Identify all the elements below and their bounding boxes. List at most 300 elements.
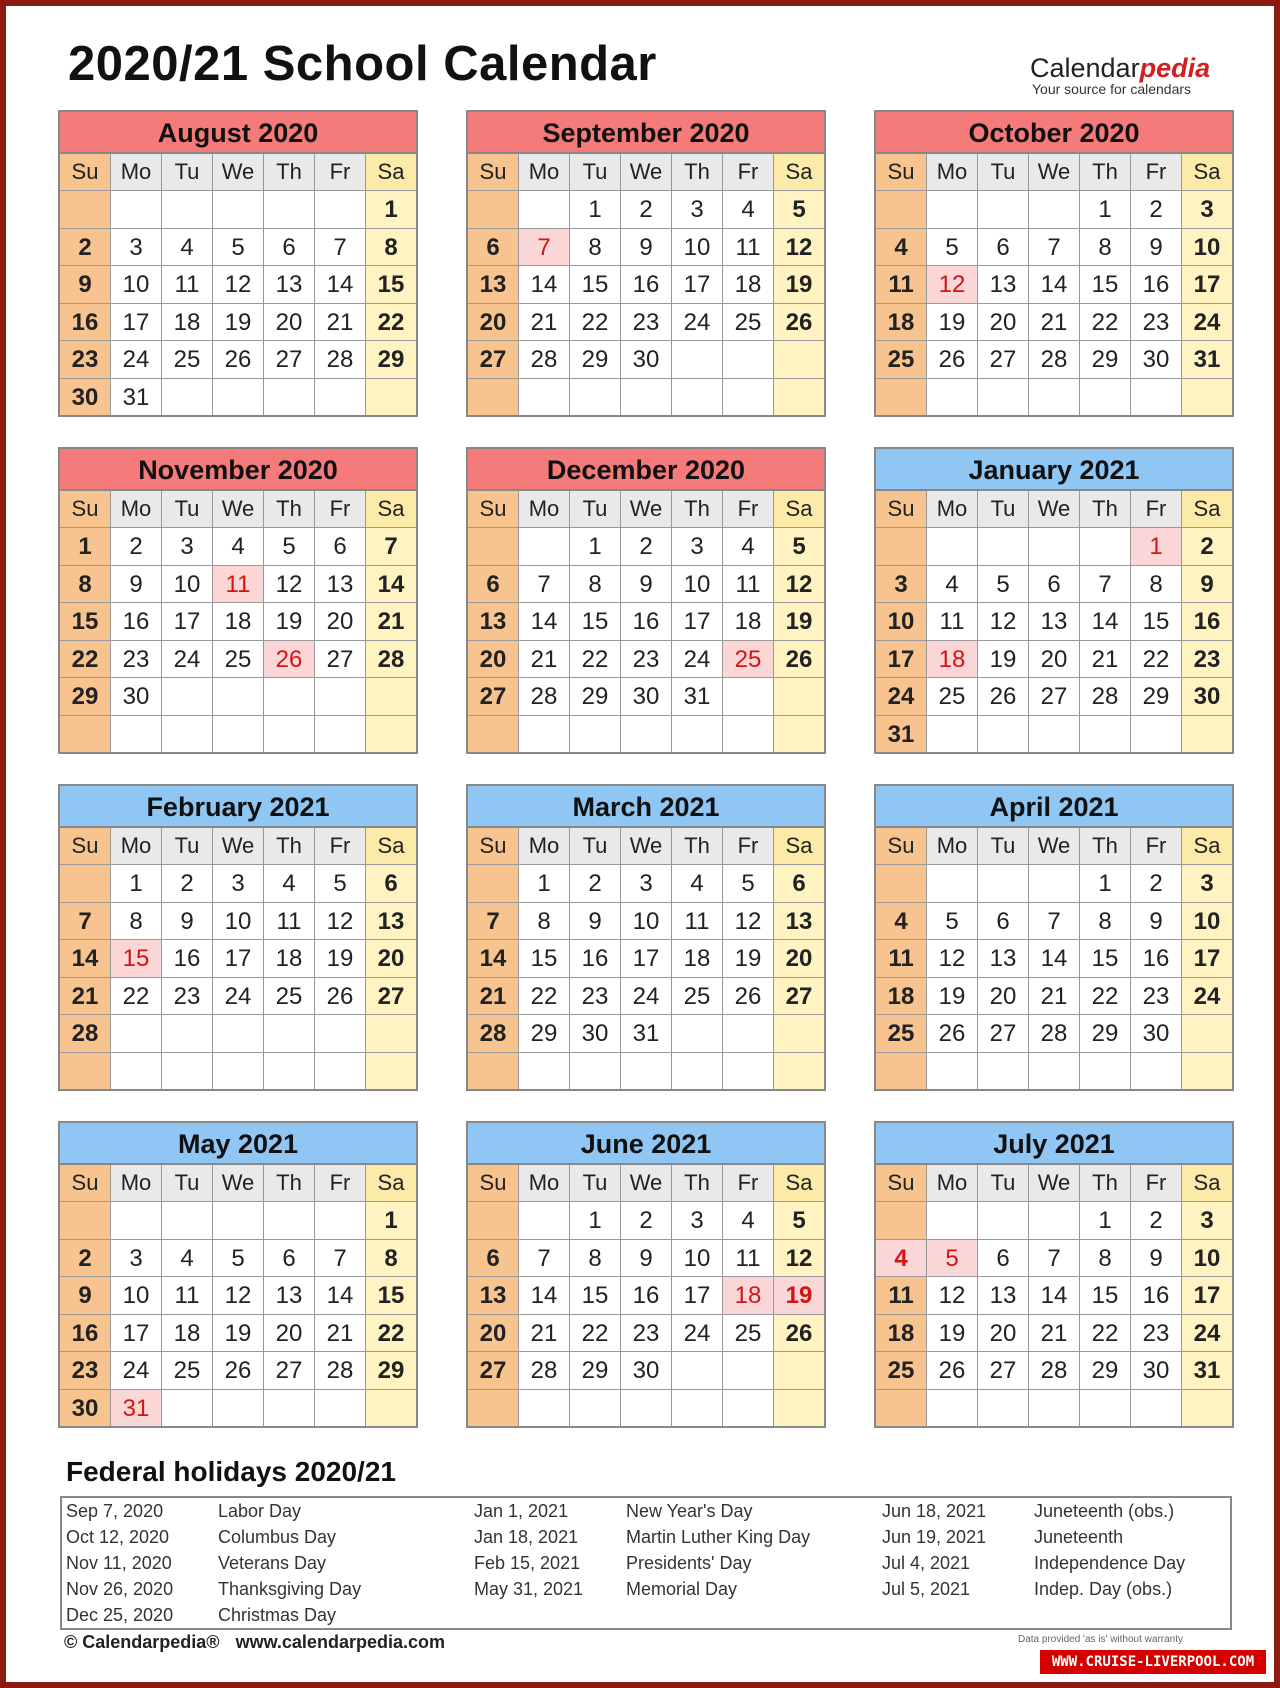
month-title: April 2021 [876, 786, 1232, 828]
weekday-header: Su [468, 154, 519, 190]
week-row [60, 191, 416, 229]
holiday-row [474, 1550, 866, 1576]
day-cell: 29 [366, 1352, 416, 1389]
day-cell: 30 [111, 678, 162, 715]
weekday-header: Fr [315, 491, 366, 527]
empty-cell [1131, 1053, 1182, 1090]
day-cell: 17 [1182, 940, 1232, 977]
empty-cell [162, 678, 213, 715]
weekday-header: Th [264, 154, 315, 190]
day-cell: 13 [1029, 603, 1080, 640]
empty-cell [315, 716, 366, 753]
day-cell: 6 [264, 229, 315, 266]
day-cell: 25 [876, 1352, 927, 1389]
month-november-2020 [58, 447, 418, 754]
weekday-header: Tu [162, 154, 213, 190]
empty-cell [774, 379, 824, 416]
day-cell: 11 [927, 603, 978, 640]
weekday-header: Tu [570, 491, 621, 527]
day-cell: 8 [519, 903, 570, 940]
weekday-header: Mo [519, 491, 570, 527]
day-cell: 1 [1080, 191, 1131, 228]
weekday-header: Sa [1182, 154, 1232, 190]
empty-cell [111, 191, 162, 228]
day-cell: 31 [621, 1015, 672, 1052]
empty-cell [672, 1352, 723, 1389]
week-row [60, 1390, 416, 1427]
week-row [468, 379, 824, 416]
week-row [876, 1240, 1232, 1278]
day-cell: 22 [1080, 1315, 1131, 1352]
day-cell: 5 [774, 528, 824, 565]
day-cell: 25 [723, 1315, 774, 1352]
empty-cell [927, 716, 978, 753]
empty-cell [519, 191, 570, 228]
day-cell: 27 [468, 341, 519, 378]
day-cell: 16 [60, 1315, 111, 1352]
day-cell: 23 [621, 1315, 672, 1352]
day-cell: 30 [570, 1015, 621, 1052]
empty-cell [774, 1015, 824, 1052]
day-cell: 8 [366, 229, 416, 266]
day-cell: 7 [468, 903, 519, 940]
day-cell: 12 [774, 1240, 824, 1277]
day-cell: 21 [1029, 978, 1080, 1015]
day-cell: 28 [315, 1352, 366, 1389]
empty-cell [621, 1390, 672, 1427]
day-cell: 29 [519, 1015, 570, 1052]
holiday-date: Dec 25, 2020 [66, 1605, 174, 1625]
day-cell: 28 [1029, 1015, 1080, 1052]
empty-cell [315, 379, 366, 416]
week-row [876, 1315, 1232, 1353]
day-cell: 19 [723, 940, 774, 977]
holiday-row [66, 1576, 458, 1602]
empty-cell [774, 1053, 824, 1090]
day-cell: 16 [1182, 603, 1232, 640]
day-cell: 15 [366, 1277, 416, 1314]
holiday-cell: 18 [723, 1277, 774, 1314]
holiday-name: Martin Luther King Day [626, 1527, 811, 1547]
day-cell: 23 [162, 978, 213, 1015]
empty-cell [264, 1202, 315, 1239]
empty-cell [1080, 528, 1131, 565]
day-cell: 4 [213, 528, 264, 565]
day-cell: 10 [111, 266, 162, 303]
month-title: September 2020 [468, 112, 824, 154]
day-cell: 30 [1131, 1015, 1182, 1052]
holiday-row [66, 1498, 458, 1524]
weekday-header: Tu [162, 1165, 213, 1201]
week-row [876, 191, 1232, 229]
month-title: November 2020 [60, 449, 416, 491]
day-cell: 13 [774, 903, 824, 940]
week-row [876, 341, 1232, 379]
week-row [876, 1352, 1232, 1390]
empty-cell [315, 191, 366, 228]
day-cell: 1 [519, 865, 570, 902]
week-row [60, 304, 416, 342]
day-cell: 26 [213, 1352, 264, 1389]
empty-cell [1080, 379, 1131, 416]
day-cell: 8 [111, 903, 162, 940]
week-row [468, 304, 824, 342]
day-cell: 14 [60, 940, 111, 977]
day-cell: 3 [111, 1240, 162, 1277]
day-cell: 3 [876, 566, 927, 603]
day-cell: 6 [264, 1240, 315, 1277]
day-cell: 5 [264, 528, 315, 565]
weekday-header: Fr [723, 828, 774, 864]
day-cell: 5 [927, 229, 978, 266]
day-cell: 13 [366, 903, 416, 940]
day-cell: 6 [978, 229, 1029, 266]
weekday-header: We [621, 828, 672, 864]
day-cell: 26 [315, 978, 366, 1015]
day-cell: 24 [672, 1315, 723, 1352]
day-cell: 23 [621, 641, 672, 678]
day-cell: 12 [774, 229, 824, 266]
day-cell: 15 [570, 266, 621, 303]
day-cell: 6 [774, 865, 824, 902]
day-cell: 12 [978, 603, 1029, 640]
day-cell: 21 [468, 978, 519, 1015]
day-cell: 19 [774, 266, 824, 303]
day-cell: 22 [519, 978, 570, 1015]
empty-cell [366, 1390, 416, 1427]
day-cell: 17 [213, 940, 264, 977]
day-cell: 25 [162, 341, 213, 378]
empty-cell [213, 1053, 264, 1090]
empty-cell [60, 1202, 111, 1239]
weekday-header: Mo [927, 828, 978, 864]
day-cell: 7 [1029, 229, 1080, 266]
weekday-header: Th [1080, 1165, 1131, 1201]
day-cell: 24 [1182, 978, 1232, 1015]
day-cell: 5 [213, 229, 264, 266]
day-cell: 25 [213, 641, 264, 678]
day-cell: 7 [60, 903, 111, 940]
week-row [468, 641, 824, 679]
holiday-cell: 7 [519, 229, 570, 266]
week-row [876, 266, 1232, 304]
week-row [468, 1015, 824, 1053]
empty-cell [978, 1053, 1029, 1090]
week-row [468, 978, 824, 1016]
day-cell: 25 [264, 978, 315, 1015]
week-row [60, 978, 416, 1016]
empty-cell [1029, 191, 1080, 228]
holiday-row [882, 1550, 1274, 1576]
day-cell: 20 [264, 304, 315, 341]
day-cell: 12 [723, 903, 774, 940]
day-cell: 18 [876, 1315, 927, 1352]
weekday-header: Sa [774, 828, 824, 864]
day-cell: 26 [978, 678, 1029, 715]
empty-cell [213, 1390, 264, 1427]
weekday-header: Mo [111, 491, 162, 527]
empty-cell [213, 716, 264, 753]
day-cell: 29 [60, 678, 111, 715]
day-cell: 30 [621, 1352, 672, 1389]
day-cell: 20 [468, 641, 519, 678]
month-title: May 2021 [60, 1123, 416, 1165]
day-cell: 28 [1080, 678, 1131, 715]
day-cell: 27 [264, 341, 315, 378]
day-cell: 26 [927, 341, 978, 378]
day-cell: 23 [621, 304, 672, 341]
week-row [876, 865, 1232, 903]
day-cell: 16 [111, 603, 162, 640]
holiday-date: Nov 11, 2020 [66, 1553, 172, 1573]
footer [64, 1632, 445, 1653]
day-cell: 19 [213, 1315, 264, 1352]
week-row [876, 566, 1232, 604]
empty-cell [876, 528, 927, 565]
day-cell: 27 [774, 978, 824, 1015]
day-cell: 25 [672, 978, 723, 1015]
footer-disclaimer: Data provided 'as is' without warranty [1018, 1634, 1184, 1645]
empty-cell [927, 865, 978, 902]
day-cell: 17 [162, 603, 213, 640]
day-cell: 8 [1080, 1240, 1131, 1277]
holiday-cell: 31 [111, 1390, 162, 1427]
day-cell: 20 [978, 1315, 1029, 1352]
empty-cell [264, 191, 315, 228]
empty-cell [162, 191, 213, 228]
day-cell: 3 [111, 229, 162, 266]
holiday-row [882, 1498, 1274, 1524]
day-cell: 7 [519, 566, 570, 603]
day-cell: 9 [1131, 229, 1182, 266]
empty-cell [1029, 528, 1080, 565]
day-cell: 26 [927, 1015, 978, 1052]
day-cell: 18 [162, 1315, 213, 1352]
holiday-name: Independence Day [1034, 1553, 1186, 1573]
day-cell: 9 [1131, 1240, 1182, 1277]
empty-cell [1182, 1053, 1232, 1090]
month-july-2021 [874, 1121, 1234, 1428]
week-row [468, 716, 824, 753]
weekday-header: Fr [723, 1165, 774, 1201]
brand-tagline: Your source for calendars [1032, 81, 1192, 97]
federal-holidays-title: Federal holidays 2020/21 [66, 1456, 396, 1487]
holiday-name: Indep. Day (obs.) [1034, 1579, 1173, 1599]
empty-cell [672, 1390, 723, 1427]
weekday-header: Fr [723, 491, 774, 527]
day-cell: 28 [366, 641, 416, 678]
day-cell: 5 [723, 865, 774, 902]
day-cell: 17 [876, 641, 927, 678]
day-cell: 28 [1029, 341, 1080, 378]
week-row [60, 641, 416, 679]
day-cell: 6 [366, 865, 416, 902]
week-row [468, 678, 824, 716]
empty-cell [978, 865, 1029, 902]
day-cell: 5 [315, 865, 366, 902]
day-cell: 30 [60, 1390, 111, 1427]
week-row [468, 603, 824, 641]
month-october-2020 [874, 110, 1234, 417]
empty-cell [876, 191, 927, 228]
holiday-name: Columbus Day [218, 1527, 337, 1547]
day-cell: 14 [1029, 266, 1080, 303]
day-cell: 13 [978, 266, 1029, 303]
empty-cell [315, 1053, 366, 1090]
holiday-row [66, 1602, 458, 1628]
day-cell: 14 [366, 566, 416, 603]
day-cell: 12 [774, 566, 824, 603]
empty-cell [111, 1053, 162, 1090]
day-cell: 21 [315, 1315, 366, 1352]
day-cell: 15 [519, 940, 570, 977]
day-cell: 21 [519, 641, 570, 678]
weekday-header: Tu [978, 828, 1029, 864]
day-cell: 7 [1029, 1240, 1080, 1277]
weekday-header: Fr [1131, 828, 1182, 864]
day-cell: 11 [162, 1277, 213, 1314]
day-cell: 24 [111, 1352, 162, 1389]
week-row [876, 903, 1232, 941]
empty-cell [978, 191, 1029, 228]
day-cell: 18 [213, 603, 264, 640]
weekday-header: Tu [570, 828, 621, 864]
day-cell: 24 [162, 641, 213, 678]
week-row [60, 940, 416, 978]
empty-cell [1080, 1053, 1131, 1090]
empty-cell [1029, 379, 1080, 416]
empty-cell [672, 1015, 723, 1052]
weekday-header: Su [468, 828, 519, 864]
empty-cell [1029, 1390, 1080, 1427]
holiday-row [66, 1550, 458, 1576]
weekday-header: Sa [1182, 828, 1232, 864]
day-cell: 22 [1131, 641, 1182, 678]
month-title: January 2021 [876, 449, 1232, 491]
empty-cell [723, 1352, 774, 1389]
empty-cell [1029, 716, 1080, 753]
day-cell: 19 [927, 304, 978, 341]
brand-name-accent: pedia [1139, 53, 1211, 83]
day-cell: 11 [723, 566, 774, 603]
holiday-date: Jul 5, 2021 [882, 1579, 971, 1599]
day-cell: 2 [60, 229, 111, 266]
watermark: WWW.CRUISE-LIVERPOOL.COM [1040, 1650, 1266, 1674]
weekday-header: We [1029, 828, 1080, 864]
day-cell: 11 [876, 940, 927, 977]
empty-cell [1080, 1390, 1131, 1427]
day-cell: 10 [1182, 1240, 1232, 1277]
day-cell: 14 [315, 266, 366, 303]
empty-cell [366, 1053, 416, 1090]
day-cell: 18 [672, 940, 723, 977]
holiday-name: Presidents' Day [626, 1553, 752, 1573]
day-cell: 28 [1029, 1352, 1080, 1389]
empty-cell [723, 678, 774, 715]
day-cell: 3 [213, 865, 264, 902]
holiday-cell: 11 [213, 566, 264, 603]
weekday-header: Tu [978, 491, 1029, 527]
day-cell: 28 [315, 341, 366, 378]
day-cell: 22 [366, 304, 416, 341]
empty-cell [162, 1202, 213, 1239]
day-cell: 29 [570, 341, 621, 378]
day-cell: 29 [1080, 341, 1131, 378]
day-cell: 30 [621, 678, 672, 715]
day-cell: 19 [213, 304, 264, 341]
empty-cell [264, 1390, 315, 1427]
day-cell: 12 [927, 1277, 978, 1314]
day-cell: 23 [1131, 1315, 1182, 1352]
week-row [60, 1240, 416, 1278]
weekday-header: Mo [111, 1165, 162, 1201]
day-cell: 22 [570, 304, 621, 341]
day-cell: 15 [570, 603, 621, 640]
month-title: June 2021 [468, 1123, 824, 1165]
empty-cell [60, 191, 111, 228]
day-cell: 24 [672, 304, 723, 341]
day-cell: 12 [213, 266, 264, 303]
month-december-2020 [466, 447, 826, 754]
week-row [468, 1240, 824, 1278]
empty-cell [927, 1202, 978, 1239]
weekday-header: Th [264, 828, 315, 864]
day-cell: 16 [162, 940, 213, 977]
weekday-header: Sa [366, 154, 416, 190]
day-cell: 12 [264, 566, 315, 603]
day-cell: 24 [621, 978, 672, 1015]
empty-cell [213, 379, 264, 416]
day-cell: 24 [111, 341, 162, 378]
weekday-header: Sa [774, 1165, 824, 1201]
day-cell: 23 [570, 978, 621, 1015]
week-row [876, 1015, 1232, 1053]
day-cell: 2 [60, 1240, 111, 1277]
day-cell: 16 [60, 304, 111, 341]
empty-cell [672, 341, 723, 378]
week-row [876, 716, 1232, 753]
day-cell: 20 [1029, 641, 1080, 678]
day-cell: 21 [60, 978, 111, 1015]
day-cell: 11 [264, 903, 315, 940]
day-cell: 15 [1080, 1277, 1131, 1314]
weekday-header: Fr [1131, 154, 1182, 190]
day-cell: 11 [723, 229, 774, 266]
day-cell: 4 [723, 1202, 774, 1239]
month-february-2021 [58, 784, 418, 1091]
day-cell: 16 [1131, 1277, 1182, 1314]
empty-cell [366, 716, 416, 753]
empty-cell [315, 1202, 366, 1239]
day-cell: 6 [315, 528, 366, 565]
weekday-header: Th [672, 154, 723, 190]
day-cell: 20 [366, 940, 416, 977]
day-cell: 25 [723, 304, 774, 341]
day-cell: 2 [1131, 191, 1182, 228]
week-row [60, 1277, 416, 1315]
day-cell: 18 [162, 304, 213, 341]
day-cell: 7 [366, 528, 416, 565]
weekday-header: We [1029, 491, 1080, 527]
day-cell: 4 [672, 865, 723, 902]
month-june-2021 [466, 1121, 826, 1428]
empty-cell [723, 341, 774, 378]
week-row [468, 865, 824, 903]
empty-cell [519, 379, 570, 416]
day-cell: 14 [1029, 940, 1080, 977]
day-cell: 27 [468, 678, 519, 715]
week-row [60, 566, 416, 604]
